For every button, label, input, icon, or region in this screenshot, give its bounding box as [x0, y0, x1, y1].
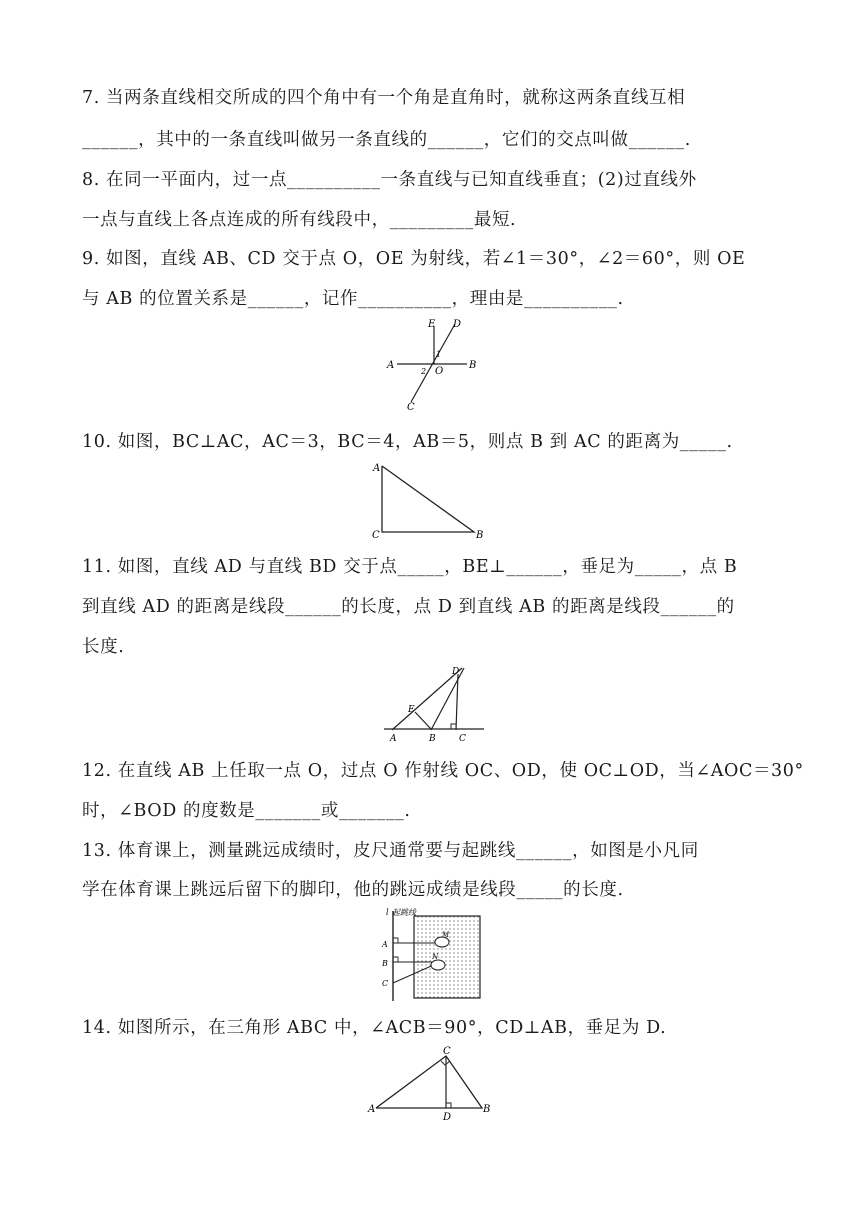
q13-label-m: M — [442, 931, 450, 939]
q9-line-cd — [411, 324, 455, 402]
q11-label-b: B — [429, 734, 436, 744]
q13-right-angle-a — [393, 938, 398, 943]
q10-label-a: A — [373, 463, 381, 474]
q14-figure — [366, 1044, 496, 1130]
q9-label-e: E — [428, 319, 436, 330]
q10-label-b: B — [476, 530, 484, 541]
q13-line2: 学在体育课上跳远后留下的脚印，他的跳远成绩是线段_____的长度. — [82, 880, 624, 900]
q11-line-bd — [431, 668, 464, 730]
q11-label-d: D — [452, 667, 460, 677]
q11-line-be — [415, 712, 431, 729]
q13-label-l: l — [386, 908, 389, 917]
q14-label-c: C — [443, 1046, 451, 1057]
q10-figure — [368, 458, 494, 548]
q9-label-b: B — [469, 360, 477, 371]
q12-line1: 12. 在直线 AB 上任取一点 O，过点 O 作射线 OC、OD，使 OC⊥OD，当∠AOC＝30° — [82, 761, 804, 781]
q13-label-n: N — [432, 953, 439, 961]
q13-label-c: C — [382, 979, 389, 988]
q13-figure — [376, 907, 486, 1007]
q13-label-title: 起跳线 — [392, 908, 416, 917]
q14-label-d: D — [443, 1112, 452, 1123]
q13-footprint-n — [431, 960, 445, 970]
q12-line2: 时，∠BOD 的度数是_______或_______. — [82, 801, 411, 821]
q9-label-a: A — [387, 360, 395, 371]
q11-label-e: E — [408, 705, 415, 715]
q9-angle-1: 1 — [436, 350, 442, 359]
q14-right-angle-d — [446, 1103, 451, 1108]
q9-label-d: D — [453, 319, 462, 330]
q11-line-ad — [392, 668, 462, 730]
q10-label-c: C — [372, 530, 380, 541]
q14-label-a: A — [368, 1104, 376, 1115]
q8-line1: 8. 在同一平面内，过一点__________一条直线与已知直线垂直；(2)过直线外 — [82, 170, 697, 190]
q13-line1: 13. 体育课上，测量跳远成绩时，皮尺通常要与起跳线______，如图是小凡同 — [82, 841, 699, 861]
q11-right-angle-c — [451, 724, 456, 729]
q14-label-b: B — [483, 1104, 491, 1115]
q8-line2: 一点与直线上各点连成的所有线段中，_________最短. — [82, 210, 517, 230]
q13-label-b: B — [382, 959, 388, 968]
q9-label-c: C — [407, 402, 415, 412]
q9-figure — [385, 312, 485, 416]
q10-line1: 10. 如图，BC⊥AC，AC＝3，BC＝4，AB＝5，则点 B 到 AC 的距离为_____. — [82, 432, 733, 452]
q13-sand-pit — [414, 916, 480, 998]
q11-line2: 到直线 AD 的距离是线段______的长度，点 D 到直线 AB 的距离是线段______的 — [82, 597, 735, 617]
q11-figure — [380, 664, 490, 748]
q9-angle-2: 2 — [421, 367, 427, 376]
q13-label-a: A — [382, 940, 388, 949]
q14-triangle — [376, 1056, 482, 1108]
q9-label-o: O — [435, 366, 444, 377]
q11-label-a: A — [390, 734, 397, 744]
q11-line3: 长度. — [82, 637, 125, 657]
q9-line1: 9. 如图，直线 AB、CD 交于点 O，OE 为射线，若∠1＝30°，∠2＝60°，则 OE — [82, 249, 746, 269]
q11-label-c: C — [459, 734, 466, 744]
q14-line1: 14. 如图所示，在三角形 ABC 中，∠ACB＝90°，CD⊥AB，垂足为 D. — [82, 1018, 667, 1038]
q11-line1: 11. 如图，直线 AD 与直线 BD 交于点_____，BE⊥______，垂足为_____，点 B — [82, 557, 738, 577]
q7-line2: ______，其中的一条直线叫做另一条直线的______，它们的交点叫做______. — [82, 130, 691, 150]
q7-line1: 7. 当两条直线相交所成的四个角中有一个角是直角时，就称这两条直线互相 — [82, 88, 686, 108]
q13-right-angle-b — [393, 957, 398, 962]
q10-triangle — [382, 466, 474, 532]
q9-line2: 与 AB 的位置关系是______，记作__________，理由是__________. — [82, 289, 624, 309]
